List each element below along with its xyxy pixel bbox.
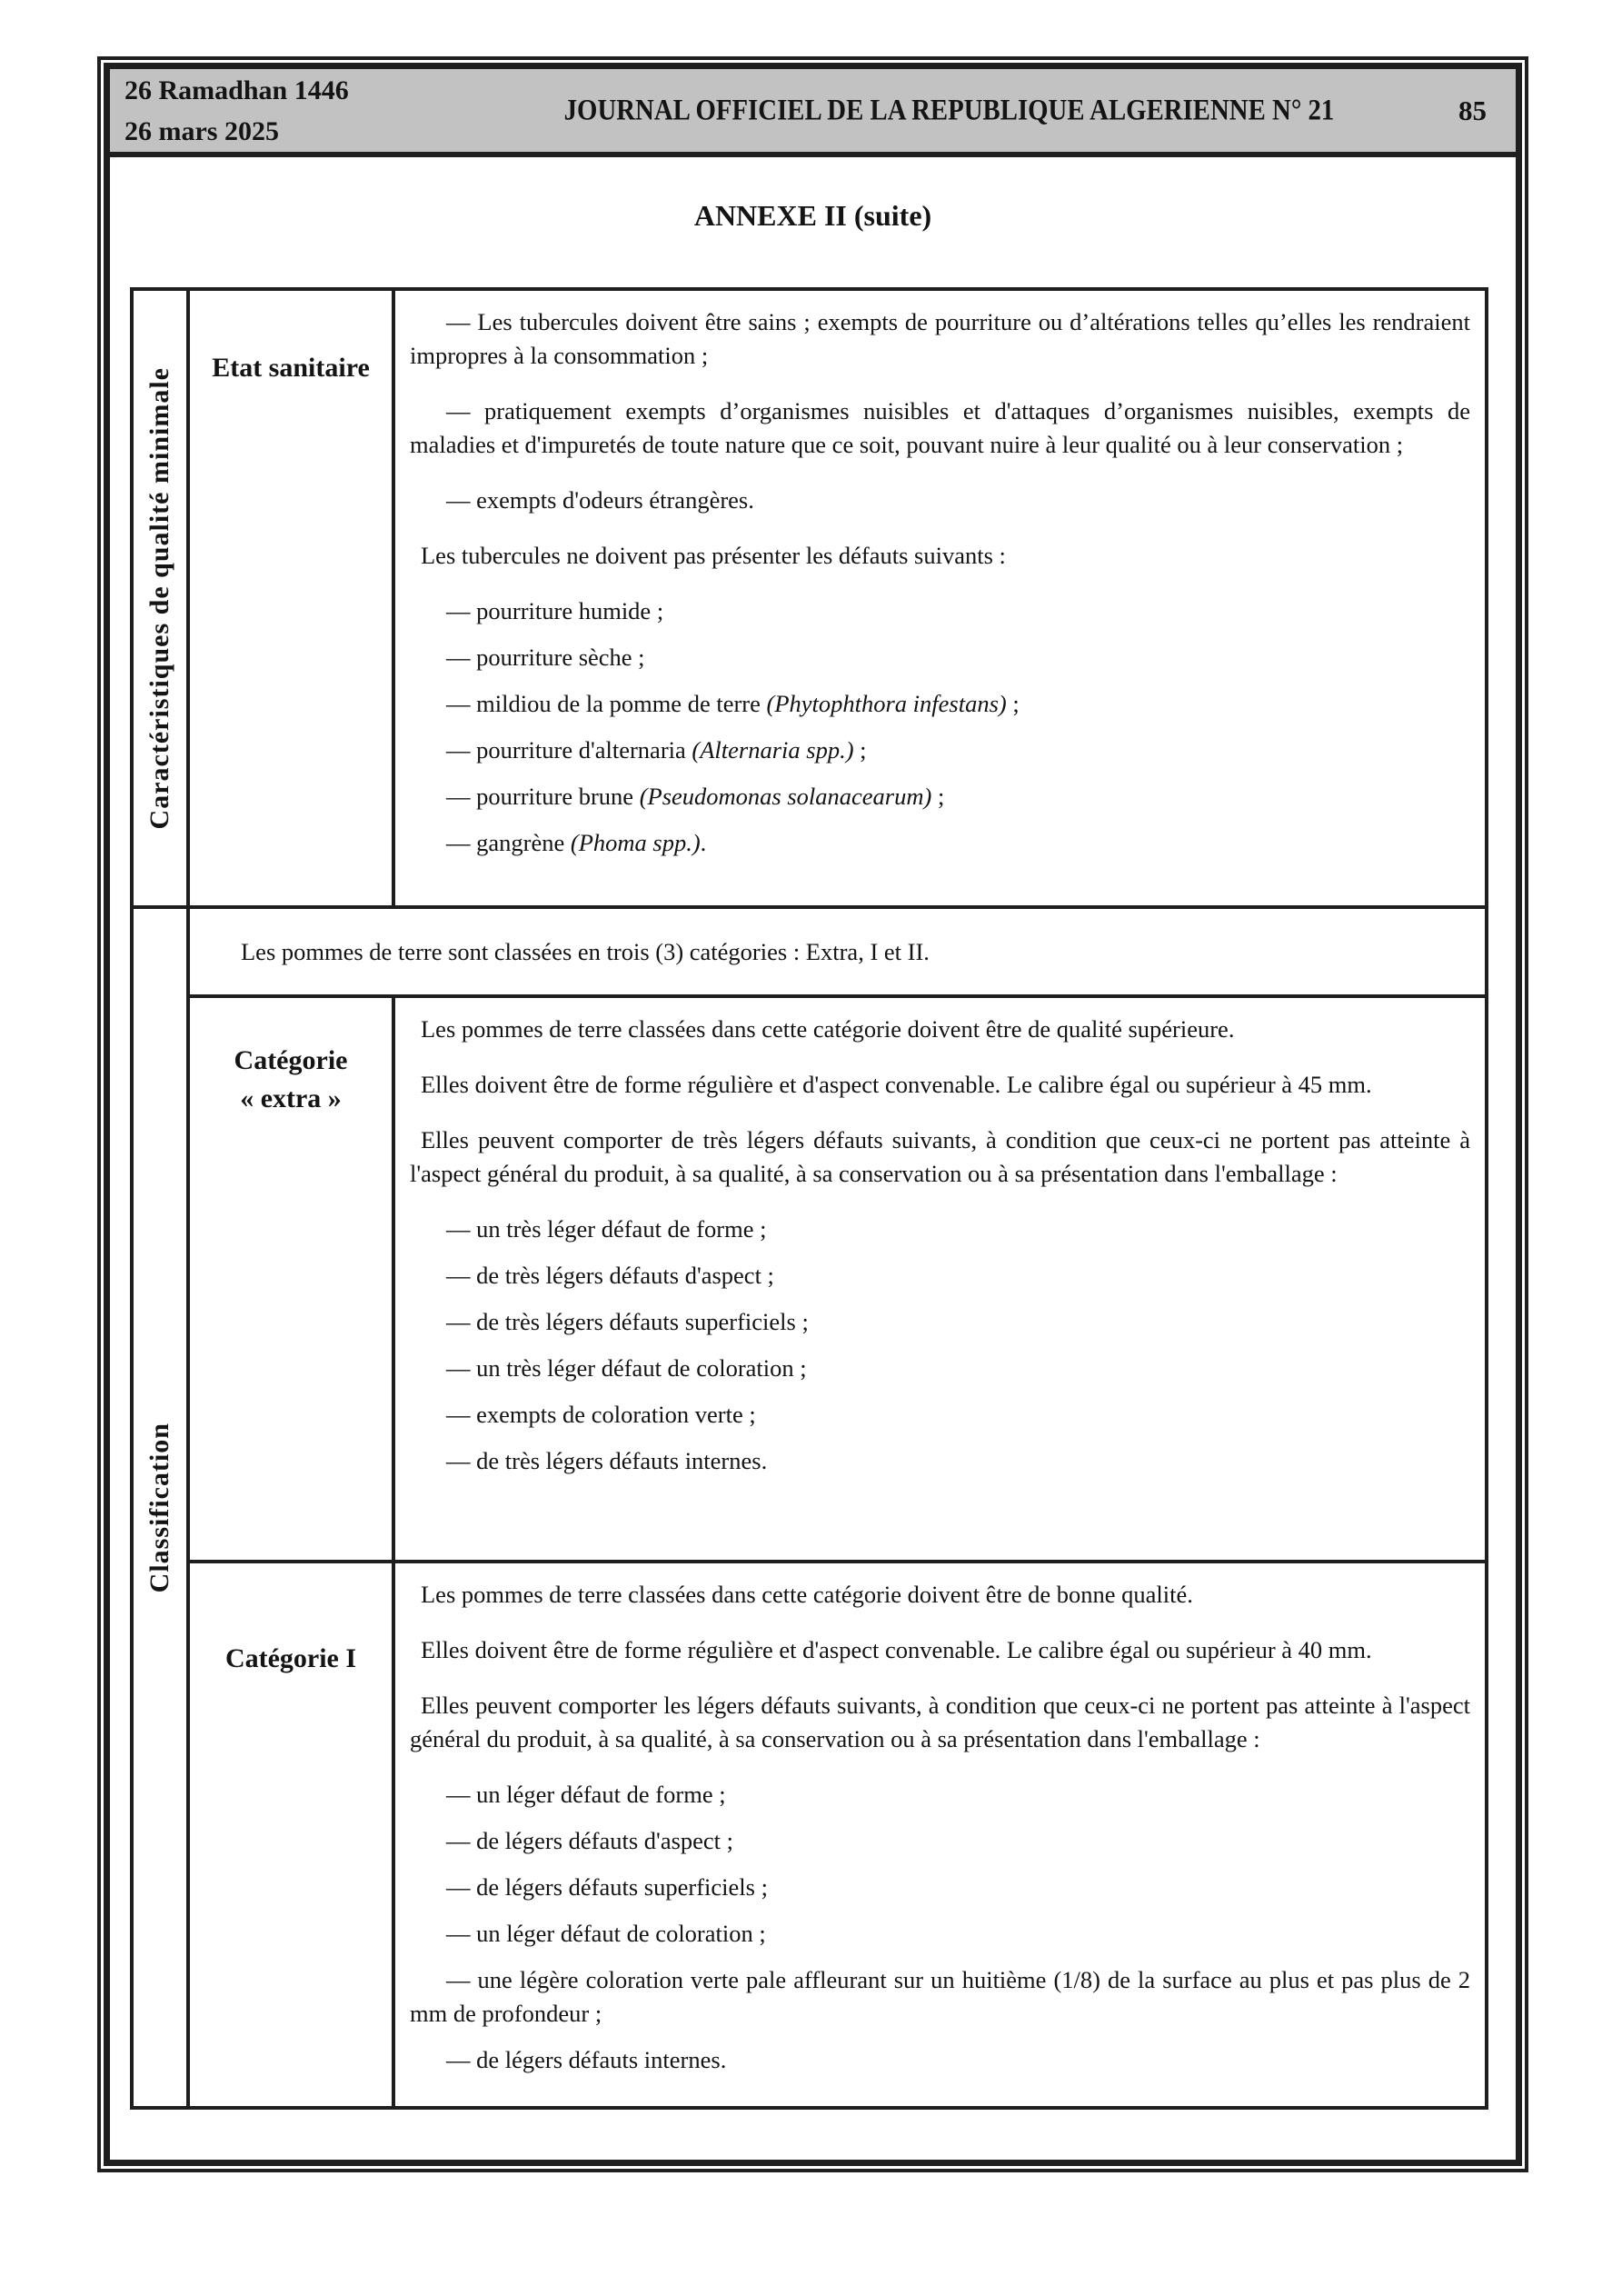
section-classification: [134, 905, 1485, 2106]
text-segment: Elles doivent être de forme régulière et d'aspect convenable. Le calibre égal ou supérieur à 40 mm.: [421, 1636, 1372, 1663]
masthead-dates: [110, 70, 501, 152]
table-row-etat-sanitaire: [190, 291, 1485, 905]
row-label-line: « extra »: [240, 1083, 342, 1113]
text-segment: — un léger défaut de coloration ;: [446, 1920, 766, 1947]
paragraph: [410, 484, 1470, 517]
list-item: [410, 2043, 1470, 2077]
text-segment: — un léger défaut de forme ;: [446, 1781, 726, 1808]
paragraph: [410, 1068, 1470, 1102]
text-segment: — exempts de coloration verte ;: [446, 1401, 756, 1428]
table-row-categorie-i: [190, 1560, 1485, 2106]
doc-table: [130, 287, 1488, 2110]
text-segment: Les pommes de terre classées dans cette catégorie doivent être de qualité supérieure.: [421, 1015, 1235, 1043]
text-segment: — gangrène: [446, 829, 571, 856]
row-label-categorie-extra: [190, 998, 395, 1560]
vertical-label-classification: Classification: [144, 1422, 174, 1593]
scientific-name: (Phoma spp.): [570, 829, 701, 856]
list-item: [410, 687, 1470, 721]
list-item: [410, 1398, 1470, 1432]
list-item: [410, 1213, 1470, 1246]
list-item: [410, 1444, 1470, 1478]
vertical-label-cell-caracteristiques: [134, 291, 190, 905]
table-row-categorie-extra: [190, 994, 1485, 1560]
list-item: [410, 1917, 1470, 1951]
text-segment: — de légers défauts d'aspect ;: [446, 1827, 734, 1854]
list-item: [410, 1305, 1470, 1339]
text-segment: — de très légers défauts d'aspect ;: [446, 1262, 774, 1289]
text-segment: — pourriture sèche ;: [446, 644, 645, 671]
text-segment: .: [700, 829, 707, 856]
text-segment: Les pommes de terre classées dans cette catégorie doivent être de bonne qualité.: [421, 1581, 1193, 1608]
journal-title: JOURNAL OFFICIEL DE LA REPUBLIQUE ALGERIENNE N° 21: [563, 94, 1335, 126]
list-item: [410, 1259, 1470, 1293]
paragraph: [410, 394, 1470, 462]
paragraph: [241, 938, 930, 966]
scientific-name: (Pseudomonas solanacearum): [639, 783, 932, 810]
text-segment: — pourriture brune: [446, 783, 640, 810]
text-segment: — pratiquement exempts d’organismes nuisibles et d'attaques d’organismes nuisibles, exempts de maladies et d'impuretés de toute nature que ce soit, pouvant nuire à leur qualité ou à leur conservation ;: [410, 397, 1470, 458]
vertical-label-cell-classification: [134, 909, 190, 2106]
paragraph: [410, 539, 1470, 573]
text-segment: Elles peuvent comporter les légers défauts suivants, à condition que ceux-ci ne portent pas atteinte à l'aspect général du produit, à sa qualité, à sa conservation ou à sa présentation dans l'emballage :: [410, 1692, 1470, 1752]
page-inner: [104, 63, 1522, 2166]
text-segment: — une légère coloration verte pale affleurant sur un huitième (1/8) de la surface au plus et pas plus de 2 mm de profondeur ;: [410, 1966, 1470, 2027]
list-item: [410, 734, 1470, 767]
date-gregorian: 26 mars 2025: [124, 115, 279, 146]
list-item: [410, 1778, 1470, 1812]
list-item: [410, 1824, 1470, 1858]
paragraph: [410, 1689, 1470, 1756]
row-label-line: Etat sanitaire: [212, 353, 370, 383]
text-segment: — mildiou de la pomme de terre: [446, 690, 767, 717]
text-segment: — de très légers défauts internes.: [446, 1447, 768, 1474]
table-row-classification-intro: [190, 909, 1485, 994]
vertical-label-caracteristiques: Caractéristiques de qualité minimale: [144, 366, 174, 830]
text-segment: — de légers défauts superficiels ;: [446, 1873, 768, 1901]
text-segment: ;: [1006, 690, 1020, 717]
text-segment: — exempts d'odeurs étrangères.: [446, 486, 754, 514]
scientific-name: (Alternaria spp.): [692, 736, 854, 764]
content-cell-categorie-i: [395, 1563, 1485, 2106]
section-body-classification: [190, 909, 1485, 2106]
paragraph: [410, 1013, 1470, 1046]
paragraph: [410, 1578, 1470, 1612]
content-cell-categorie-extra: [395, 998, 1485, 1560]
page-number: 85: [1458, 94, 1487, 126]
text-segment: — pourriture humide ;: [446, 597, 664, 624]
page-frame: [97, 56, 1528, 2172]
list-item: [410, 641, 1470, 674]
content-cell-etat-sanitaire: [395, 291, 1485, 905]
text-segment: ;: [853, 736, 867, 764]
list-item: [410, 1352, 1470, 1385]
text-segment: — de très légers défauts superficiels ;: [446, 1308, 809, 1335]
date-hijri: 26 Ramadhan 1446: [124, 75, 349, 105]
masthead: [110, 69, 1516, 157]
scientific-name: (Phytophthora infestans): [766, 690, 1007, 717]
merged-cell-classification-intro: [190, 909, 1485, 994]
text-segment: Elles doivent être de forme régulière et d'aspect convenable. Le calibre égal ou supérieur à 45 mm.: [421, 1071, 1372, 1098]
row-label-line: Catégorie I: [224, 1643, 357, 1673]
list-item: [410, 780, 1470, 814]
row-label-categorie-i: [190, 1563, 395, 2106]
paragraph: [410, 305, 1470, 373]
text-segment: — de légers défauts internes.: [446, 2046, 727, 2073]
paragraph: [410, 1123, 1470, 1191]
text-segment: ;: [931, 783, 945, 810]
text-segment: Les tubercules ne doivent pas présenter les défauts suivants :: [421, 542, 1006, 569]
text-segment: — pourriture d'alternaria: [446, 736, 692, 764]
annexe-title: ANNEXE II (suite): [693, 199, 932, 232]
section-caracteristiques: [134, 291, 1485, 905]
paragraph: [410, 1633, 1470, 1667]
list-item: [410, 826, 1470, 860]
list-item: [410, 1963, 1470, 2031]
text-segment: — Les tubercules doivent être sains ; exempts de pourriture ou d’altérations telles qu’elles les rendraient impropres à la consommation ;: [410, 308, 1470, 369]
list-item: [410, 594, 1470, 628]
row-label-line: Catégorie: [234, 1045, 348, 1075]
text-segment: Les pommes de terre sont classées en trois (3) catégories : Extra, I et II.: [241, 937, 930, 965]
text-segment: — un très léger défaut de forme ;: [446, 1215, 767, 1243]
section-body-caracteristiques: [190, 291, 1485, 905]
text-segment: — un très léger défaut de coloration ;: [446, 1354, 807, 1382]
row-label-etat-sanitaire: [190, 291, 395, 905]
text-segment: Elles peuvent comporter de très légers défauts suivants, à condition que ceux-ci ne portent pas atteinte à l'aspect général du produit, à sa qualité, à sa conservation ou à sa présentation dans l'emballage :: [410, 1126, 1470, 1187]
list-item: [410, 1871, 1470, 1904]
